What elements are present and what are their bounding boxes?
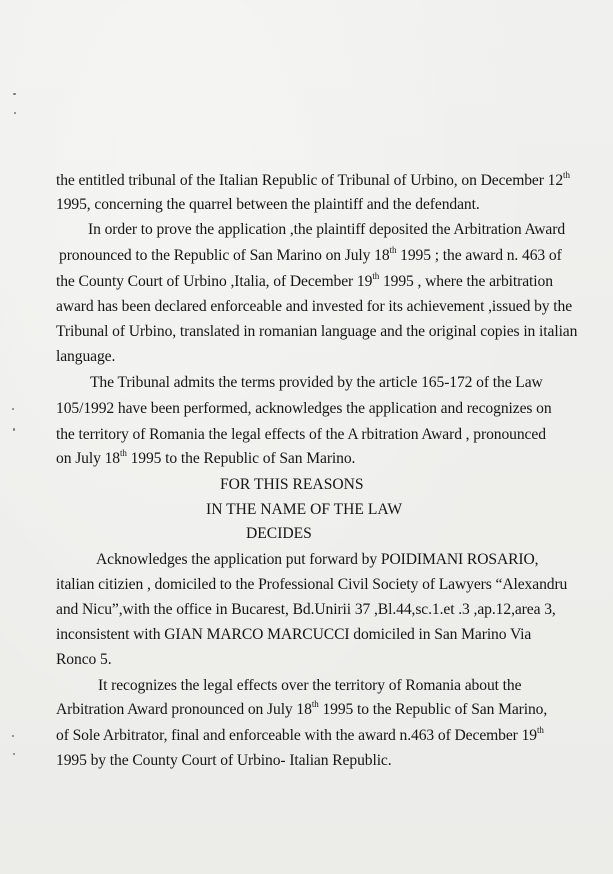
text-line: the entitled tribunal of the Italian Republic of Tribunal of Urbino, on December 12th [56,169,570,189]
heading-decides: DECIDES [246,525,312,542]
heading-for-this-reasons: FOR THIS REASONS [220,476,364,493]
text-line: 1995 by the County Court of Urbino- Italian Republic. [56,752,392,769]
text-line: 105/1992 have been performed, acknowledges the application and recognizes on [56,400,552,417]
scan-speck [13,753,15,755]
text-line: the territory of Romania the legal effects of the A rbitration Award , pronounced [56,426,546,443]
text-line: In order to prove the application ,the plaintiff deposited the Arbitration Award [88,221,566,238]
scan-speck [12,735,14,737]
scan-speck [12,408,14,410]
text-line: of Sole Arbitrator, final and enforceable with the award n.463 of December 19th [56,724,544,744]
text-line: and Nicu”,with the office in Bucarest, Bd.Unirii 37 ,Bl.44,sc.1.et .3 ,ap.12,area 3, [56,601,556,618]
text-line: on July 18th 1995 to the Republic of San Marino. [56,447,356,467]
text-line: 1995, concerning the quarrel between the plaintiff and the defendant. [56,196,480,213]
text-line: Acknowledges the application put forward by POIDIMANI ROSARIO, [96,551,539,568]
text-line: Ronco 5. [56,651,112,668]
text-line: Tribunal of Urbino, translated in romanian language and the original copies in italian [56,323,578,340]
scan-speck [13,428,15,431]
text-line: Arbitration Award pronounced on July 18th 1995 to the Republic of San Marino, [56,698,548,718]
text-line: italian citizien , domiciled to the Professional Civil Society of Lawyers “Alexandru [56,576,568,593]
scan-speck [13,93,16,95]
text-line: language. [56,348,116,365]
scan-speck [14,112,16,114]
heading-in-the-name-of-the-law: IN THE NAME OF THE LAW [206,501,403,518]
text-line: inconsistent with GIAN MARCO MARCUCCI domiciled in San Marino Via [56,626,532,643]
text-line: pronounced to the Republic of San Marino on July 18th 1995 ; the award n. 463 of [59,244,562,264]
text-line: It recognizes the legal effects over the territory of Romania about the [98,677,522,694]
text-line: award has been declared enforceable and invested for its achievement ,issued by the [56,298,573,315]
text-line: the County Court of Urbino ,Italia, of December 19th 1995 , where the arbitration [56,270,553,290]
text-line: The Tribunal admits the terms provided by the article 165-172 of the Law [90,374,543,391]
